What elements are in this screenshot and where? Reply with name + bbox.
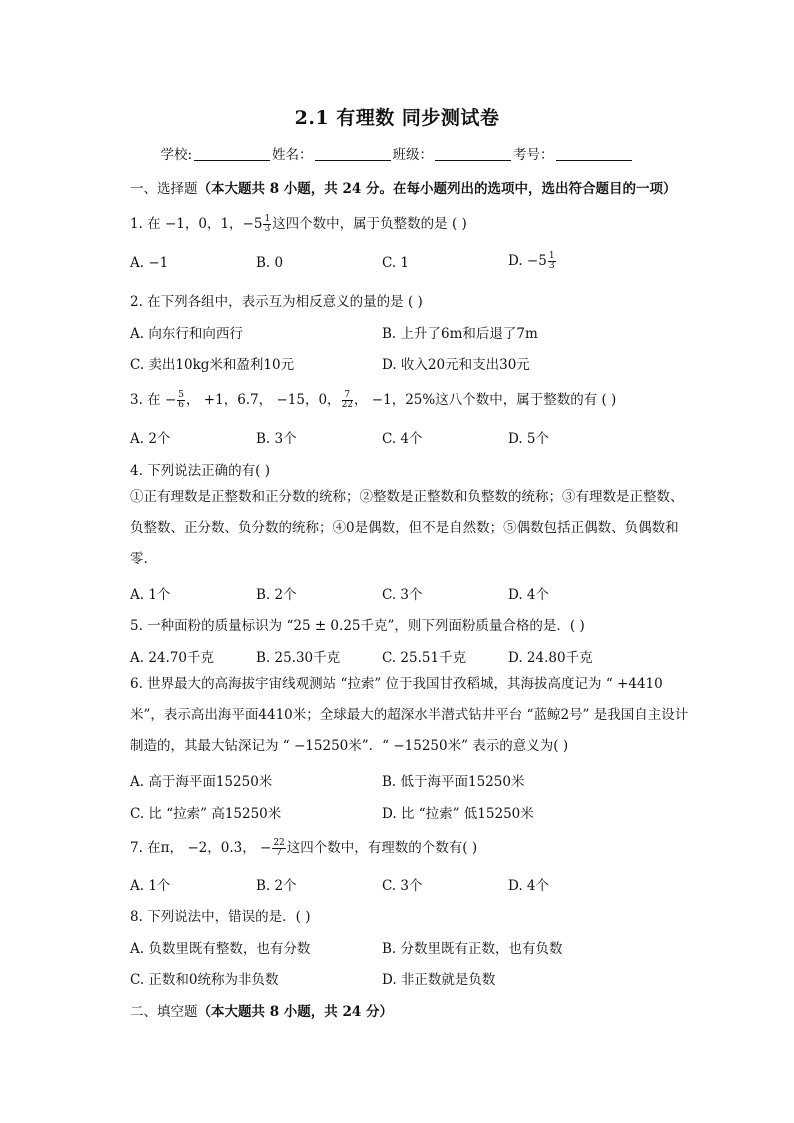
question-1: 1. 在 −1，0，1，−5 $\frac{1}{3}$ 这四个数中，属于负整数的是 ( ) (130, 214, 467, 234)
question-6: 6. 世界最大的高海拔宇宙线观测站 “拉索” 位于我国甘孜稻城，其海拔高度记为 “ +4410米”，表示高出海平面4410米；全球最大的超深水半潜式钻井平台 “蓝鲸2号” 是我国自主设计制造的，其最大钻深记为 “ −15250米”．“ −15250米” 表示的意义为( ) (130, 676, 689, 754)
question-5: 5. 一种面粉的质量标识为 “25 ± 0.25千克”，则下列面粉质量合格的是．( ) (130, 618, 585, 634)
q6-option-d[interactable]: D. 比 “拉索” 低15250米 (382, 806, 534, 822)
fraction: $\frac{7}{22}$ (341, 390, 354, 410)
q3-option-a[interactable]: A. 2个 (130, 431, 171, 447)
q4-option-d[interactable]: D. 4个 (508, 587, 550, 603)
exam-no-blank[interactable] (556, 146, 632, 161)
question-2: 2. 在下列各组中，表示互为相反意义的量的是 ( ) (130, 294, 423, 310)
q7-option-a[interactable]: A. 1个 (130, 878, 171, 894)
fraction: $\frac{1}{3}$ (548, 251, 555, 271)
exam-no-label: 考号： (513, 147, 554, 163)
q8-option-b[interactable]: B. 分数里既有正数，也有负数 (382, 941, 563, 957)
q2-option-d[interactable]: D. 收入20元和支出30元 (382, 357, 530, 373)
name-label: 姓名： (272, 147, 313, 163)
q3-option-d[interactable]: D. 5个 (508, 431, 550, 447)
page-title: 2.1 有理数 同步测试卷 (294, 107, 500, 129)
q2-option-a[interactable]: A. 向东行和向西行 (130, 326, 243, 342)
q7-option-d[interactable]: D. 4个 (508, 878, 550, 894)
q2-option-b[interactable]: B. 上升了6m和后退了7m (382, 326, 538, 342)
q6-option-a[interactable]: A. 高于海平面15250米 (130, 774, 273, 790)
q1-option-c[interactable]: C. 1 (382, 255, 410, 271)
class-label: 班级： (392, 147, 434, 163)
fraction: $\frac{5}{6}$ (178, 390, 185, 410)
question-4: 4. 下列说法正确的有( ) (130, 463, 270, 479)
q7-option-c[interactable]: C. 3个 (382, 878, 423, 894)
q4-option-a[interactable]: A. 1个 (130, 587, 171, 603)
class-blank[interactable] (435, 146, 511, 161)
q6-option-b[interactable]: B. 低于海平面15250米 (382, 774, 525, 790)
q5-option-c[interactable]: C. 25.51千克 (382, 650, 467, 666)
question-7: 7. 在π， −2，0.3̇， − $\frac{22}{7}$ 这四个数中，有理数的个数有( ) (130, 838, 478, 858)
q1-option-a[interactable]: A. −1 (130, 255, 169, 271)
section-2-heading: 二、填空题（本大题共 8 小题，共 24 分） (130, 1004, 393, 1020)
q4-option-b[interactable]: B. 2个 (256, 587, 297, 603)
school-blank[interactable] (194, 146, 270, 161)
student-info-line (0, 143, 794, 163)
q3-option-c[interactable]: C. 4个 (382, 431, 423, 447)
q8-option-d[interactable]: D. 非正数就是负数 (382, 972, 496, 988)
q7-option-b[interactable]: B. 2个 (256, 878, 297, 894)
question-4-statements: ①正有理数是正整数和正分数的统称；②整数是正整数和负整数的统称；③有理数是正整数、负整数、正分数、负分数的统称；④0是偶数，但不是自然数；⑤偶数包括正偶数、负偶数和零. (130, 489, 684, 567)
q5-option-a[interactable]: A. 24.70千克 (130, 650, 214, 666)
fraction: $\frac{1}{3}$ (264, 214, 271, 234)
q4-option-c[interactable]: C. 3个 (382, 587, 423, 603)
school-label: 学校: (160, 147, 193, 163)
section-1-heading: 一、选择题（本大题共 8 小题，共 24 分。在每小题列出的选项中，选出符合题目的一项） (130, 181, 677, 197)
name-blank[interactable] (315, 146, 391, 161)
q5-option-b[interactable]: B. 25.30千克 (256, 650, 341, 666)
question-8: 8. 下列说法中，错误的是．( ) (130, 909, 311, 925)
q8-option-c[interactable]: C. 正数和0统称为非负数 (130, 972, 279, 988)
q5-option-d[interactable]: D. 24.80千克 (508, 650, 593, 666)
fraction: $\frac{22}{7}$ (273, 838, 285, 858)
question-3: 3. 在 − $\frac{5}{6}$ ， +1，6.7， −15，0， $\frac{7}{22}$ ， −1，25%这八个数中，属于整数的有 ( ) (130, 390, 617, 410)
q1-option-b[interactable]: B. 0 (256, 255, 284, 271)
q1-option-d[interactable]: D. −5 $\frac{1}{3}$ (508, 251, 555, 271)
q2-option-c[interactable]: C. 卖出10kg米和盈利10元 (130, 357, 295, 373)
q3-option-b[interactable]: B. 3个 (256, 431, 297, 447)
q6-option-c[interactable]: C. 比 “拉索” 高15250米 (130, 806, 282, 822)
q8-option-a[interactable]: A. 负数里既有整数，也有分数 (130, 941, 311, 957)
